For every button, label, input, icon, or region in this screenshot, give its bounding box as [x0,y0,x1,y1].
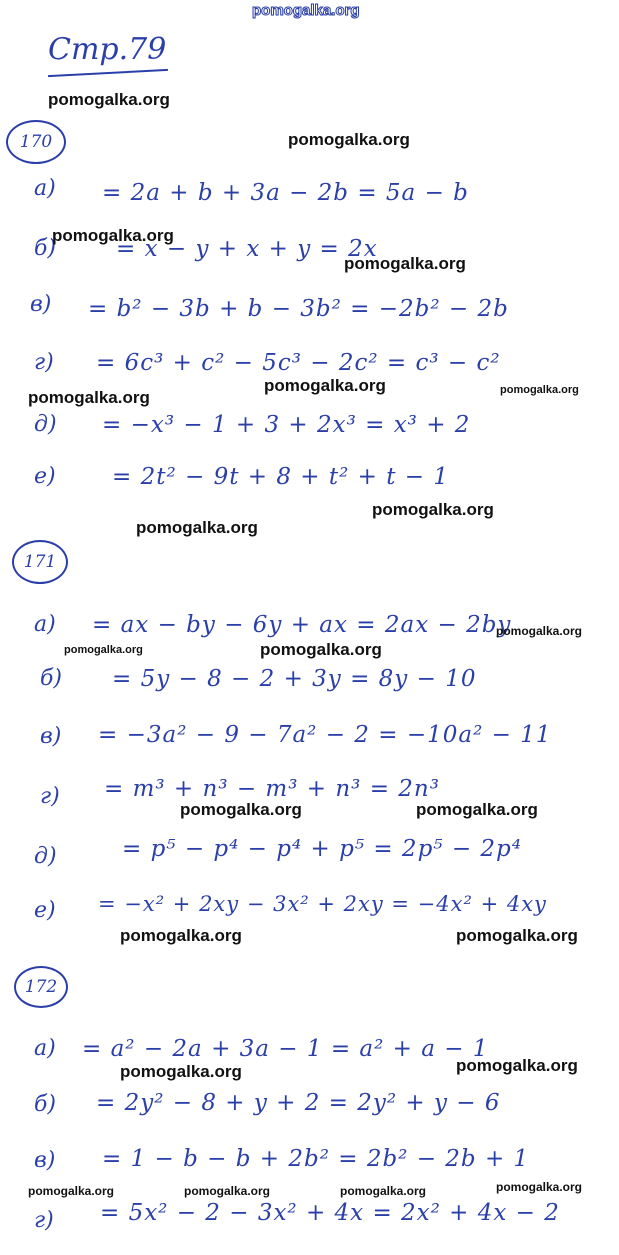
item-expr: = m³ + n³ − m³ + n³ = 2n³ [104,776,440,802]
item-expr: = −x² + 2xy − 3x² + 2xy = −4x² + 4xy [98,892,547,916]
item-expr: = 6c³ + c² − 5c³ − 2c² = c³ − c² [96,350,501,376]
watermark: pomogalka.org [52,226,174,245]
watermark: pomogalka.org [180,800,302,819]
item-label: е) [34,464,56,489]
item-expr: = 5y − 8 − 2 + 3y = 8y − 10 [112,666,477,692]
item-expr: = 1 − b − b + 2b² = 2b² − 2b + 1 [102,1146,530,1172]
item-label: в) [40,724,62,749]
watermark: pomogalka.org [120,1062,242,1081]
item-label: в) [34,1148,56,1173]
item-label: в) [30,292,52,317]
item-label: г) [34,1208,54,1233]
item-expr: = a² − 2a + 3a − 1 = a² + a − 1 [82,1036,489,1062]
watermark: pomogalka.org [456,1056,578,1075]
watermark: pomogalka.org [28,388,150,407]
watermark: pomogalka.org [48,90,170,109]
watermark: pomogalka.org [456,926,578,945]
item-label: а) [34,176,56,201]
page-label-underline [48,69,168,77]
item-expr: = 2t² − 9t + 8 + t² + t − 1 [112,464,449,490]
item-expr: = −3a² − 9 − 7a² − 2 = −10a² − 11 [98,722,552,748]
item-label: а) [34,612,56,637]
item-expr: = −x³ − 1 + 3 + 2x³ = x³ + 2 [102,412,471,438]
watermark: pomogalka.org [260,640,382,659]
watermark: pomogalka.org [344,254,466,273]
item-label: д) [34,844,57,869]
watermark: pomogalka.org [500,384,579,396]
watermark: pomogalka.org [496,1180,583,1194]
item-expr: = b² − 3b + b − 3b² = −2b² − 2b [88,296,509,322]
item-label: б) [34,1092,57,1117]
watermark: pomogalka.org [120,926,242,945]
item-label: б) [34,236,57,261]
item-label: б) [40,666,63,691]
item-expr: = 2a + b + 3a − 2b = 5a − b [102,180,469,206]
watermark: pomogalka.org [136,518,258,537]
watermark: pomogalka.org [340,1184,427,1198]
watermark-top: pomogalka.org [252,2,360,19]
watermark: pomogalka.org [416,800,538,819]
watermark: pomogalka.org [288,130,410,149]
watermark: pomogalka.org [64,644,143,656]
item-expr: = 5x² − 2 − 3x² + 4x = 2x² + 4x − 2 [100,1200,560,1226]
watermark: pomogalka.org [28,1184,115,1198]
item-expr: = p⁵ − p⁴ − p⁴ + p⁵ = 2p⁵ − 2p⁴ [122,836,522,862]
page-label: Стр.79 [48,32,167,67]
item-expr: = 2y² − 8 + y + 2 = 2y² + y − 6 [96,1090,501,1116]
item-label: а) [34,1036,56,1061]
problem-number-172: 172 [14,966,68,1008]
item-expr: = ax − by − 6y + ax = 2ax − 2by [92,612,512,638]
item-label: г) [40,784,60,809]
watermark: pomogalka.org [184,1184,271,1198]
item-label: г) [34,350,54,375]
watermark: pomogalka.org [372,500,494,519]
item-label: е) [34,898,56,923]
item-expr: = x − y + x + y = 2x [116,236,378,262]
item-label: д) [34,412,57,437]
problem-number-171: 171 [12,540,68,584]
problem-number-170: 170 [6,120,66,164]
watermark: pomogalka.org [496,624,583,638]
watermark: pomogalka.org [264,376,386,395]
